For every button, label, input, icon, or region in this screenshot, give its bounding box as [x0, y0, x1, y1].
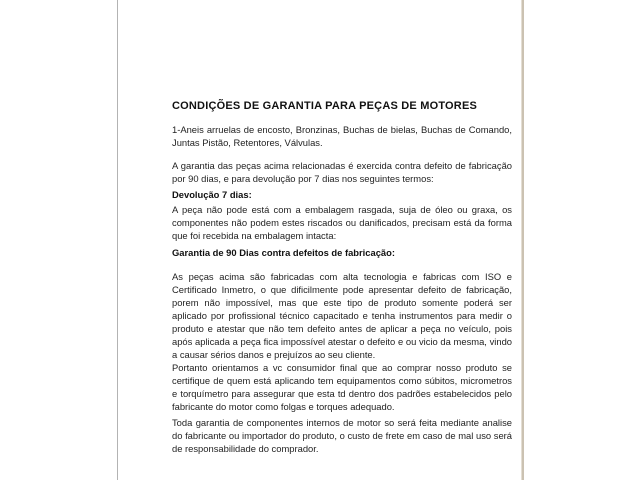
garantia-body-paragraph: As peças acima são fabricadas com alta tecnologia e fabricas com ISO e Certificado Inmetro, o que dificilmente pode apresentar defeito de fabricação, porem não impossível, mas que este tipo de produto somente poderá ser aplicado por profissional técnico capacitado e tenha instrumentos para medir o produto e atestar que não tem defeito antes de aplicar a peça no veículo, pois após aplicada a peça fica impossível atestar o defeito e ou vicio da mesma, vindo a causar sérios danos e prejuízos ao seu cliente.	[172, 271, 512, 360]
warranty-terms-paragraph: A garantia das peças acima relacionadas é exercida contra defeito de fabricação por 90 dias, e para devolução por 7 dias nos seguintes termos:	[172, 160, 512, 184]
final-terms-paragraph: Toda garantia de componentes internos de motor so será feita mediante analise do fabricante ou importador do produto, o custo de frete em caso de mal uso será de responsabilidade do comprador.	[172, 417, 512, 454]
devolucao-body-paragraph: A peça não pode está com a embalagem rasgada, suja de óleo ou graxa, os componentes não podem estes riscados ou danificados, precisam está da forma que foi recebida na embalagem intacta:	[172, 204, 512, 241]
page-left-edge	[117, 0, 118, 480]
document-title: CONDIÇÕES DE GARANTIA PARA PEÇAS DE MOTORES	[172, 100, 478, 112]
heading-devolucao-7-dias: Devolução 7 dias:	[172, 189, 252, 200]
consumer-advice-paragraph: Portanto orientamos a vc consumidor final que ao comprar nosso produto se certifique de quem está aplicando tem equipamentos como súbitos, micrometros e torquímetro para assegurar que esta td dentro dos padrões estabelecidos pelo fabricante do motor como folgas e torques adequado.	[172, 362, 512, 412]
page-right-edge	[521, 0, 524, 480]
document-content	[172, 99, 512, 455]
intro-parts-paragraph: 1-Aneis arruelas de encosto, Bronzinas, Buchas de bielas, Buchas de Comando, Juntas Pistão, Retentores, Válvulas.	[172, 124, 512, 148]
heading-garantia-90-dias: Garantia de 90 Dias contra defeitos de fabricação:	[172, 247, 395, 258]
